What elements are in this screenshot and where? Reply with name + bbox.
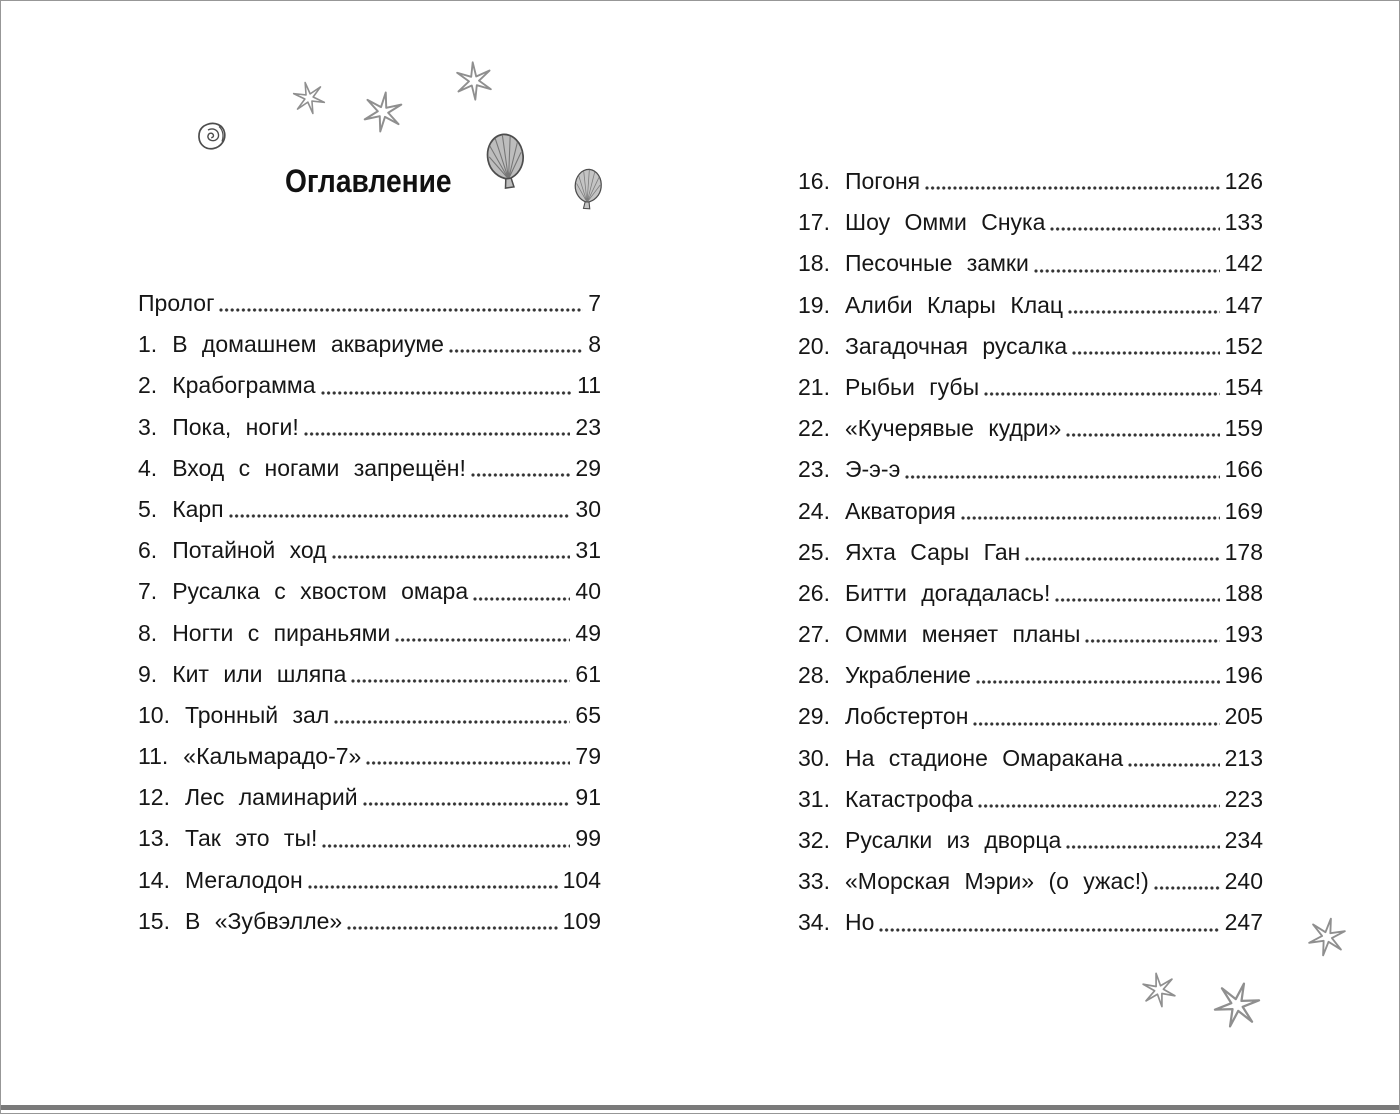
dot-leader [321,391,573,395]
toc-entry [798,696,1263,737]
toc-entry [798,902,1263,943]
entry-number: 6. [138,537,158,564]
entry-number: 16. [798,168,830,194]
entry-number: 31. [798,785,830,812]
entry-title: «Кучерявые кудри» [844,415,1062,442]
toc-entry [798,655,1263,696]
entry-page-number: 159 [1224,415,1263,442]
page-title: Оглавление [285,163,452,199]
entry-page-number: 142 [1224,250,1263,277]
entry-title: Загадочная русалка [844,332,1068,359]
entry-page-number: 104 [562,866,601,893]
entry-title: Песочные замки [844,250,1029,277]
entry-page-number: 205 [1224,703,1263,730]
dot-leader [334,720,570,724]
entry-title: Крабограмма [172,372,316,399]
entry-title: Карп [172,495,224,522]
entry-number: 11. [138,743,169,770]
dot-leader [1055,598,1219,602]
dot-leader [308,885,558,889]
dot-leader [978,804,1220,808]
entry-title: Омми меняет планы [844,621,1081,648]
dot-leader [1128,763,1219,767]
toc-entry [798,779,1263,820]
entry-number: 15. [138,907,170,934]
toc-entry [138,736,601,777]
entry-title: Вход с ногами запрещён! [172,454,466,481]
entry-page-number: 152 [1224,332,1263,359]
toc-entry [138,654,601,695]
star-icon [454,61,494,101]
toc-entry [798,491,1263,532]
star-icon [362,91,404,133]
dot-leader [1072,351,1219,355]
toc-entry [138,365,601,406]
entry-title: Тронный зал [184,701,330,728]
toc-entry [138,283,601,324]
toc-entry [138,407,601,448]
entry-title: Кит или шляпа [172,660,347,687]
entry-title: На стадионе Омаракана [844,744,1124,771]
toc-entry [798,202,1263,243]
entry-page-number: 109 [562,907,601,934]
entry-number: 28. [798,662,830,689]
toc-entry [138,613,601,654]
toc-entry [138,489,601,530]
star-icon [1303,913,1350,960]
entry-number: 1. [138,331,158,358]
dot-leader [961,516,1220,520]
toc-entry [798,243,1263,284]
entry-number: 27. [798,621,830,648]
entry-number: 25. [798,538,830,565]
scallop-shell-icon [567,166,610,213]
entry-number: 33. [798,868,830,895]
toc-column-right [798,161,1263,944]
entry-page-number: 166 [1224,456,1263,483]
entry-title: Погоня [844,168,921,194]
entry-page-number: 99 [575,825,601,852]
dot-leader [1025,557,1219,561]
dot-leader [1066,433,1219,437]
dot-leader [449,349,583,353]
toc-entry [138,777,601,818]
toc-entry [798,861,1263,902]
entry-title: Лобстертон [844,703,969,730]
dot-leader [1085,639,1219,643]
entry-title: Но [844,909,875,936]
dot-leader [347,926,557,930]
entry-number: 26. [798,579,830,606]
star-icon [1207,975,1267,1035]
entry-page-number: 8 [588,331,601,358]
entry-number: 30. [798,744,830,771]
dot-leader [1050,227,1219,231]
entry-page-number: 61 [575,660,601,687]
toc-entry [798,532,1263,573]
entry-page-number: 240 [1224,868,1263,895]
entry-title: Катастрофа [844,785,974,812]
entry-page-number: 133 [1224,209,1263,236]
entry-number: 7. [138,578,158,605]
entry-title: В домашнем аквариуме [172,331,444,358]
toc-entry [138,901,601,942]
toc-entry [798,738,1263,779]
toc-entry [798,573,1263,614]
snail-shell-icon [195,121,229,153]
entry-title: Акватория [844,497,956,524]
entry-page-number: 40 [575,578,601,605]
entry-title: Потайной ход [172,537,327,564]
entry-title: Ногти с пираньями [172,619,391,646]
dot-leader [351,679,570,683]
dot-leader [473,597,570,601]
entry-title: Русалка с хвостом омара [172,578,469,605]
dot-leader [1068,310,1220,314]
toc-entry [798,449,1263,490]
dot-leader [973,722,1219,726]
entry-page-number: 188 [1224,579,1263,606]
dot-leader [976,680,1220,684]
dot-leader [1034,269,1220,273]
entry-number: 29. [798,703,830,730]
entry-title: «Кальмарадо-7» [183,743,362,770]
entry-title: Лес ламинарий [184,784,358,811]
toc-entry [798,820,1263,861]
toc-entry [798,408,1263,449]
entry-page-number: 30 [575,495,601,522]
toc-entry [138,571,601,612]
dot-leader [363,802,571,806]
entry-page-number: 147 [1224,291,1263,318]
dot-leader [905,475,1219,479]
entry-number: 32. [798,827,830,853]
entry-number: 22. [798,415,830,442]
entry-number: 3. [138,413,158,440]
entry-number: 24. [798,497,830,524]
toc-entry [138,818,601,859]
toc-entry [138,860,601,901]
star-icon [1138,969,1180,1011]
toc-entry [798,326,1263,367]
entry-number: 9. [138,660,158,687]
entry-title: Так это ты! [184,825,318,852]
dot-leader [304,432,571,436]
entry-page-number: 247 [1224,909,1263,936]
entry-number: 17. [798,209,830,236]
entry-title: Украбление [844,662,971,689]
dot-leader [1154,886,1220,890]
toc-entry [138,448,601,489]
entry-title: Яхта Сары Ган [844,538,1021,565]
entry-number: 23. [798,456,830,483]
entry-title: В «Зубвэлле» [184,907,343,934]
entry-page-number: 49 [575,619,601,646]
dot-leader [1066,845,1219,849]
dot-leader [322,844,570,848]
entry-page-number: 234 [1224,827,1263,853]
entry-page-number: 79 [575,743,601,770]
entry-number: 21. [798,373,830,400]
entry-page-number: 213 [1224,744,1263,771]
toc-entry [798,367,1263,408]
entry-number: 2. [138,372,158,399]
entry-title: Русалки из дворца [844,827,1062,853]
entry-number: 12. [138,784,170,811]
entry-number: 34. [798,909,830,936]
entry-title: Э-э-э [844,456,901,483]
dot-leader [219,308,583,312]
entry-title: Рыбьи губы [844,373,980,400]
entry-number: 5. [138,495,158,522]
entry-title: Пока, ноги! [172,413,299,440]
toc-column-left [138,283,601,942]
toc-entry [798,285,1263,326]
entry-page-number: 193 [1224,621,1263,648]
entry-title: Шоу Омми Снука [844,209,1046,236]
dot-leader [984,392,1220,396]
entry-number: 13. [138,825,170,852]
entry-title: Битти догадалась! [844,579,1051,606]
entry-page-number: 154 [1224,373,1263,400]
scallop-shell-icon [480,128,532,194]
entry-page-number: 126 [1224,168,1263,194]
toc-entry [798,614,1263,655]
toc-entry [138,324,601,365]
entry-title: «Морская Мэри» (о ужас!) [844,868,1149,895]
dot-leader [471,473,571,477]
entry-page-number: 223 [1224,785,1263,812]
dot-leader [229,514,571,518]
entry-number: 14. [138,866,170,893]
entry-number: 8. [138,619,158,646]
dot-leader [879,928,1219,932]
entry-page-number: 178 [1224,538,1263,565]
entry-page-number: 23 [575,413,601,440]
page-bottom-edge [1,1105,1399,1110]
entry-title: Мегалодон [184,866,303,893]
entry-page-number: 91 [575,784,601,811]
entry-page-number: 29 [575,454,601,481]
toc-entry [798,161,1263,202]
entry-page-number: 65 [575,701,601,728]
dot-leader [925,186,1219,190]
entry-page-number: 31 [575,537,601,564]
entry-number: 10. [138,701,170,728]
star-icon [292,81,326,115]
toc-entry [138,695,601,736]
entry-page-number: 11 [577,372,601,399]
dot-leader [366,761,570,765]
entry-title: Пролог [138,290,215,316]
entry-number: 18. [798,250,830,277]
entry-page-number: 196 [1224,662,1263,689]
toc-entry [138,530,601,571]
entry-page-number: 7 [588,290,601,316]
dot-leader [332,555,571,559]
entry-title: Алиби Клары Клац [844,291,1064,318]
dot-leader [395,638,570,642]
entry-number: 4. [138,454,158,481]
entry-page-number: 169 [1224,497,1263,524]
entry-number: 19. [798,291,830,318]
entry-number: 20. [798,332,830,359]
